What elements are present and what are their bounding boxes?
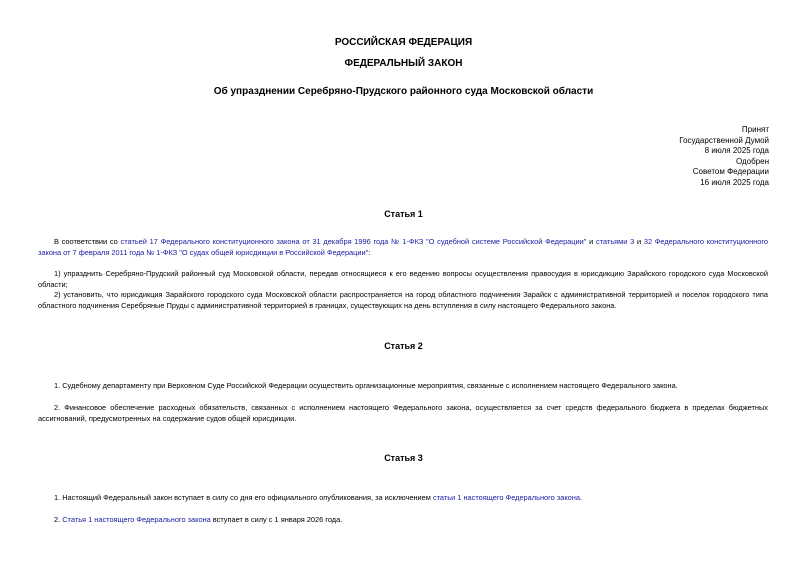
country-heading: РОССИЙСКАЯ ФЕДЕРАЦИЯ bbox=[334, 37, 473, 48]
adoption-line: 16 июля 2025 года bbox=[700, 177, 769, 187]
article-1-point-1: 1) упразднить Серебряно-Прудский районный суд Московской области, передав относящиеся к его ведению вопросы осуществления правосудия в юрисдикцию Зарайского городского суда Московской области; bbox=[38, 269, 768, 289]
article-2-heading: Статья 2 bbox=[384, 341, 423, 351]
link-article-1[interactable]: Статья 1 настоящего Федерального закона bbox=[62, 515, 211, 524]
text: 2. bbox=[54, 515, 63, 524]
law-title: Об упразднении Серебряно-Прудского районного суда Московской области bbox=[213, 86, 594, 97]
link-article-1[interactable]: статьи 1 настоящего Федерального закона bbox=[432, 493, 580, 502]
adoption-line: Одобрен bbox=[735, 156, 769, 166]
text: . bbox=[579, 493, 583, 502]
law-type-heading: ФЕДЕРАЛЬНЫЙ ЗАКОН bbox=[344, 58, 463, 69]
link-fkz-2011-article-3[interactable]: статьями 3 bbox=[596, 237, 635, 246]
article-3-point-1 bbox=[38, 492, 768, 503]
link-fkz-2011-article-32[interactable]: 32 Федерального конституционного закона от 7 февраля 2011 года № 1-ФКЗ "О судах общей юрисдикции в Российской Федерации" bbox=[38, 237, 768, 257]
article-2-point-2: 2. Финансовое обеспечение расходных обязательств, связанных с исполнением настоящего Федерального закона, осуществляется за счет средств федерального бюджета в пределах бюджетных ассигнований, предусмотренных на содержание судов общей юрисдикции. bbox=[38, 403, 768, 423]
text: и bbox=[586, 237, 596, 246]
adoption-line: Государственной Думой bbox=[679, 135, 769, 145]
text: 1. Настоящий Федеральный закон вступает в силу со дня его официального опубликования, за исключением bbox=[54, 493, 433, 502]
article-1-heading: Статья 1 bbox=[384, 209, 423, 219]
article-1-point-2: 2) установить, что юрисдикция Зарайского городского суда Московской области распространяется на город областного подчинения Зарайск с административной территорией и поселок городского типа областного подчинения Серебряные Пруды с административной территорией в границах, существующих на день вступления в силу настоящего Федерального закона. bbox=[38, 290, 768, 310]
adoption-line: Советом Федерации bbox=[692, 167, 769, 177]
article-1-intro bbox=[38, 236, 768, 258]
text: В соответствии со bbox=[54, 237, 121, 246]
article-3-heading: Статья 3 bbox=[384, 453, 423, 463]
link-fkz-1996-article-17[interactable]: статьей 17 Федерального конституционного закона от 31 декабря 1996 года № 1-ФКЗ "О судебной системе Российской Федерации" bbox=[120, 237, 587, 246]
text: : bbox=[368, 248, 371, 257]
article-3-point-2 bbox=[38, 514, 768, 525]
text: вступает в силу с 1 января 2026 года. bbox=[210, 515, 343, 524]
article-2-point-1: 1. Судебному департаменту при Верховном Суде Российской Федерации осуществить организационные мероприятия, связанные с исполнением настоящего Федерального закона. bbox=[54, 381, 678, 390]
text: и bbox=[634, 237, 644, 246]
adoption-block bbox=[679, 125, 769, 189]
adoption-line: 8 июля 2025 года bbox=[704, 146, 769, 156]
adoption-line: Принят bbox=[741, 125, 769, 134]
